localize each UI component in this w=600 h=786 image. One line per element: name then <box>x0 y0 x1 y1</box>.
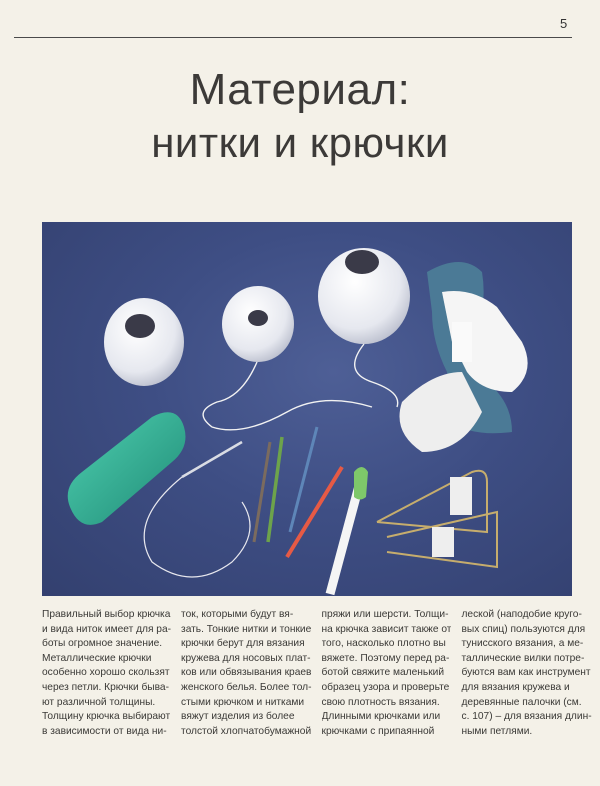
body-text <box>42 608 592 739</box>
text-line: того, насколько плотно вы <box>321 638 446 650</box>
thread-ball-left <box>104 298 184 386</box>
text-line: и вида ниток имеет для ра- <box>42 623 172 635</box>
text-line: толстой хлопчатобумажной <box>181 725 312 737</box>
hairpin-fork <box>377 471 497 567</box>
header-rule <box>14 37 572 38</box>
text-line: тунисского вязания, а ме- <box>461 638 584 650</box>
green-yarn-roll <box>68 412 186 525</box>
text-line: с. 107) – для вязания длин- <box>461 711 592 723</box>
text-column-1 <box>42 608 171 739</box>
text-line: ботой свяжите маленький <box>321 667 445 679</box>
thread-ball-middle <box>222 286 294 362</box>
text-line: ют различной толщины. <box>42 696 156 708</box>
text-line: леской (наподобие круго- <box>461 609 582 620</box>
text-line: деревянные палочки (см. <box>461 696 582 708</box>
text-column-2 <box>181 608 311 739</box>
loose-thread-2 <box>355 344 398 407</box>
text-line: Металлические крючки <box>42 652 152 664</box>
text-line: для вязания кружева и <box>461 681 570 693</box>
plastic-hook <box>330 467 368 594</box>
text-line: женского белья. Более тол- <box>181 681 312 693</box>
text-line: через петли. Крючки быва- <box>42 681 169 693</box>
text-line: Длинными крючками или <box>321 711 441 723</box>
photo-threads-and-hooks <box>42 222 572 596</box>
hook-green <box>268 437 282 542</box>
text-line: Правильный выбор крючка <box>42 609 171 620</box>
text-line: особенно хорошо скользят <box>42 667 170 679</box>
text-line: пряжи или шерсти. Толщи- <box>321 609 449 620</box>
title-line-1: Материал: <box>189 65 411 114</box>
thread-cone <box>318 248 410 344</box>
text-line: в зависимости от вида ни- <box>42 725 167 737</box>
text-line: стыми крючком и нитками <box>181 696 305 708</box>
text-line: на крючка зависит также от <box>321 623 452 635</box>
page-number: 5 <box>560 16 568 31</box>
text-line: буются вам как инструмент <box>461 667 591 679</box>
text-line: образец узора и проверьте <box>321 681 450 693</box>
page-title <box>0 64 600 168</box>
text-column-3 <box>322 608 452 739</box>
yarn-skein <box>400 262 528 452</box>
text-line: свою плотность вязания. <box>321 696 440 708</box>
text-line: Толщину крючка выбирают <box>42 711 171 723</box>
text-line: вых спиц) пользуются для <box>461 623 586 635</box>
text-line: крючки берут для вязания <box>181 638 305 650</box>
text-line: крючками с припаянной <box>321 725 435 737</box>
text-line: кружева для носовых плат- <box>181 652 311 664</box>
loose-thread <box>203 362 372 430</box>
text-line: боты огромное значение. <box>42 638 163 650</box>
title-line-2: нитки и крючки <box>151 119 449 166</box>
text-line: вяжете. Поэтому перед ра- <box>321 652 450 664</box>
text-column-4 <box>461 608 591 739</box>
text-line: зать. Тонкие нитки и тонкие <box>181 623 312 635</box>
text-line: ков или обвязывания краев <box>181 667 312 679</box>
text-line: таллические вилки потре- <box>461 652 585 664</box>
text-line: ток, которыми будут вя- <box>181 609 294 620</box>
text-line: вяжут изделия из более <box>181 711 295 723</box>
text-line: ными петлями. <box>461 725 533 737</box>
hook-dark <box>254 442 270 542</box>
